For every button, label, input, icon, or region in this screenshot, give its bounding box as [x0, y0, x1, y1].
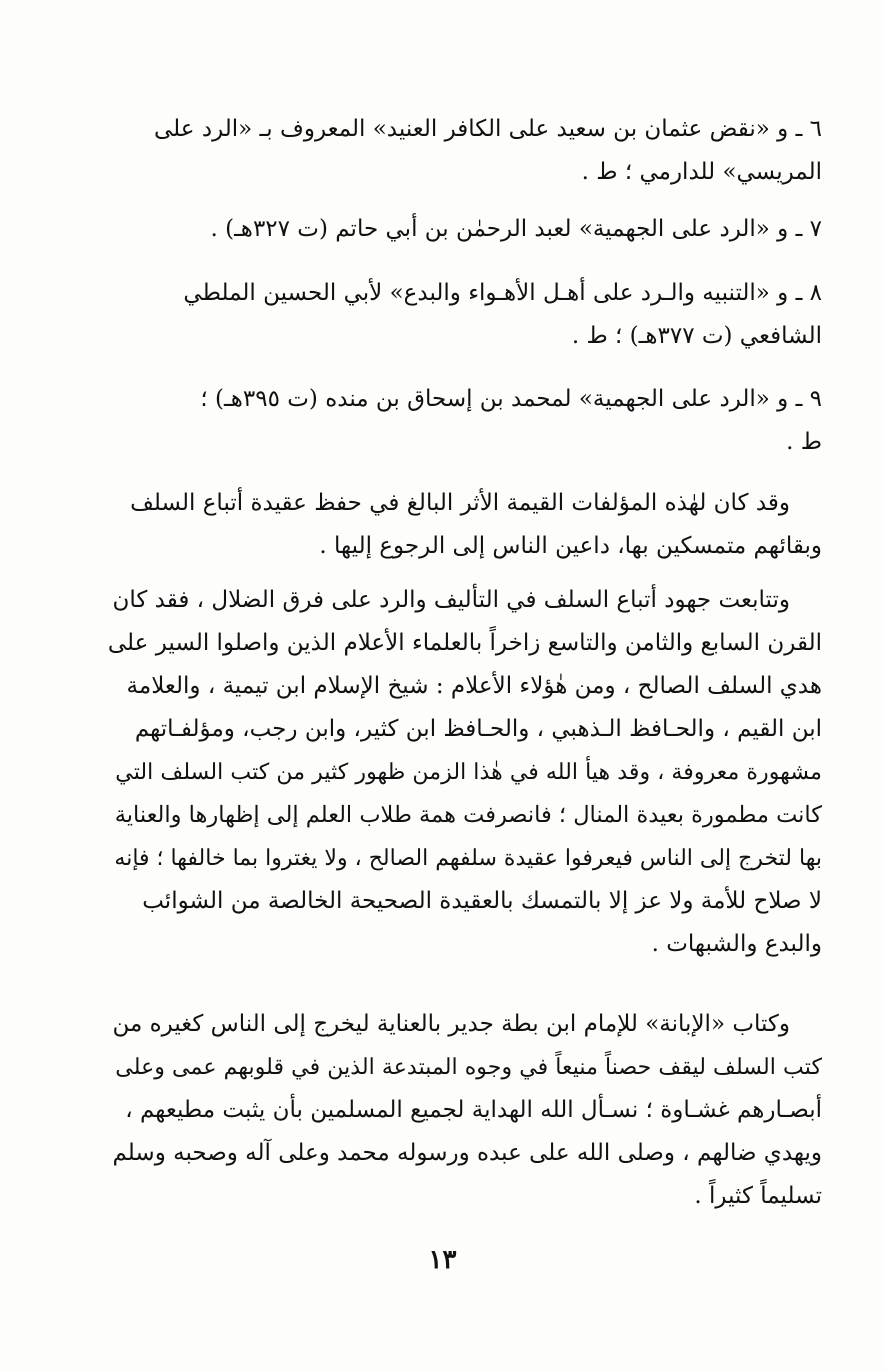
list-item-8-line-1: ٨ ـ و «التنبيه والـرد على أهـل الأهـواء والبدع» لأبي الحسين الملطي — [183, 280, 822, 306]
paragraph-2-line-1: وتتابعت جهود أتباع السلف في التأليف والرد على فرق الضلال ، فقد كان — [112, 587, 790, 613]
list-item-9-line-2: ط . — [786, 429, 822, 455]
list-item-9 — [100, 378, 822, 464]
page-number: ١٣ — [428, 1245, 457, 1275]
paragraph-3-line-5: تسليماً كثيراً . — [694, 1183, 822, 1209]
paragraph-3 — [100, 1003, 822, 1218]
paragraph-1-line-2: وبقائهم متمسكين بها، داعين الناس إلى الرجوع إليها . — [319, 533, 822, 559]
paragraph-3-line-1: وكتاب «الإبانة» للإمام ابن بطة جدير بالعناية ليخرج إلى الناس كغيره من — [112, 1011, 790, 1037]
list-item-6-line-1: ٦ ـ و «نقض عثمان بن سعيد على الكافر العنيد» المعروف بـ «الرد على — [154, 116, 822, 142]
paragraph-2-line-7: بها لتخرج إلى الناس فيعرفوا عقيدة سلفهم الصالح ، ولا يغتروا بما خالفها ؛ فإنه — [114, 846, 822, 871]
paragraph-2-line-4: ابن القيم ، والحـافظ الـذهبي ، والحـافظ ابن كثير، وابن رجب، ومؤلفـاتهم — [134, 716, 822, 742]
paragraph-2-line-2: القرن السابع والثامن والتاسع زاخراً بالعلماء الأعلام الذين واصلوا السير على — [107, 630, 822, 656]
paragraph-2-line-8: لا صلاح للأمة ولا عز إلا بالتمسك بالعقيدة الصحيحة الخالصة من الشوائب — [142, 888, 822, 914]
paragraph-3-line-4: ويهدي ضالهم ، وصلى الله على عبده ورسوله محمد وعلى آله وصحبه وسلم — [112, 1140, 822, 1166]
paragraph-2-line-5: مشهورة معروفة ، وقد هيأ الله في هٰذا الزمن ظهور كثير من كتب السلف التي — [115, 759, 822, 785]
list-item-8-line-2: الشافعي (ت ٣٧٧هـ) ؛ ط . — [571, 323, 822, 349]
paragraph-3-line-3: أبصـارهم غشـاوة ؛ نسـأل الله الهداية لجميع المسلمين بأن يثبت مطيعهم ، — [125, 1097, 822, 1123]
list-item-8 — [100, 272, 822, 358]
paragraph-1-line-1: وقد كان لهٰذه المؤلفات القيمة الأثر البالغ في حفظ عقيدة أتباع السلف — [130, 490, 790, 516]
list-item-7 — [100, 208, 822, 251]
list-item-6 — [100, 108, 822, 194]
list-item-9-line-1: ٩ ـ و «الرد على الجهمية» لمحمد بن إسحاق بن منده (ت ٣٩٥هـ) ؛ — [200, 386, 822, 412]
paragraph-3-line-2: كتب السلف ليقف حصناً منيعاً في وجوه المبتدعة الذين في قلوبهم عمى وعلى — [115, 1054, 822, 1080]
list-item-6-line-2: المريسي» للدارمي ؛ ط . — [581, 159, 822, 185]
list-item-7-line-1: ٧ ـ و «الرد على الجهمية» لعبد الرحمٰن بن أبي حاتم (ت ٣٢٧هـ) . — [210, 216, 822, 242]
paragraph-2-line-3: هدي السلف الصالح ، ومن هٰؤلاء الأعلام : شيخ الإسلام ابن تيمية ، والعلامة — [126, 673, 822, 699]
paragraph-1 — [100, 482, 822, 568]
paragraph-2-line-9: والبدع والشبهات . — [651, 931, 822, 957]
paragraph-2 — [100, 579, 822, 966]
paragraph-2-line-6: كانت مطمورة بعيدة المنال ؛ فانصرفت همة طلاب العلم إلى إظهارها والعناية — [114, 802, 822, 828]
